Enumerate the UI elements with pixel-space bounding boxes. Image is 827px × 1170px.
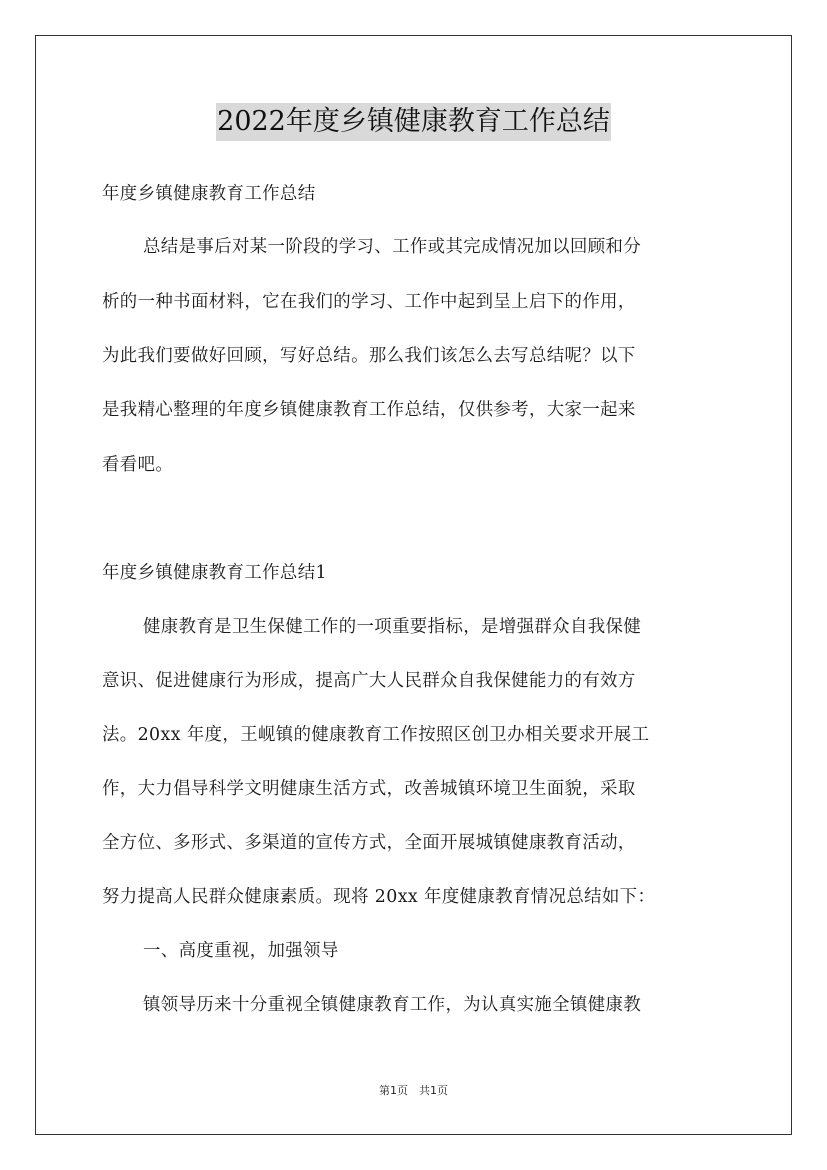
intro-line-3: 为此我们要做好回顾，写好总结。那么我们该怎么去写总结呢？以下	[102, 346, 636, 366]
page-footer: 第1页 共1页	[379, 1084, 448, 1097]
title-container	[0, 103, 827, 141]
body-line-7: 镇领导历来十分重视全镇健康教育工作，为认真实施全镇健康教	[143, 995, 642, 1015]
body-line-4: 作，大力倡导科学文明健康生活方式，改善城镇环境卫生面貌，采取	[102, 779, 636, 799]
body-line-6: 努力提高人民群众健康素质。现将 20xx 年度健康教育情况总结如下：	[102, 887, 656, 907]
document-subtitle: 年度乡镇健康教育工作总结	[102, 184, 316, 204]
body-line-1: 健康教育是卫生保健工作的一项重要指标，是增强群众自我保健	[143, 617, 642, 637]
body-line-2: 意识、促进健康行为形成，提高广大人民群众自我保健能力的有效方	[102, 671, 636, 691]
document-title: 2022年度乡镇健康教育工作总结	[216, 103, 611, 141]
body-line-3: 法。20xx 年度，王岘镇的健康教育工作按照区创卫办相关要求开展工	[102, 725, 650, 745]
intro-line-4: 是我精心整理的年度乡镇健康教育工作总结，仅供参考，大家一起来	[102, 400, 636, 420]
point-heading: 一、高度重视，加强领导	[143, 941, 339, 961]
intro-line-1: 总结是事后对某一阶段的学习、工作或其完成情况加以回顾和分	[143, 237, 642, 257]
section-heading: 年度乡镇健康教育工作总结1	[102, 563, 327, 583]
intro-line-5: 看看吧。	[102, 455, 174, 475]
intro-line-2: 析的一种书面材料，它在我们的学习、工作中起到呈上启下的作用，	[102, 292, 636, 312]
body-line-5: 全方位、多形式、多渠道的宣传方式，全面开展城镇健康教育活动，	[102, 833, 636, 853]
